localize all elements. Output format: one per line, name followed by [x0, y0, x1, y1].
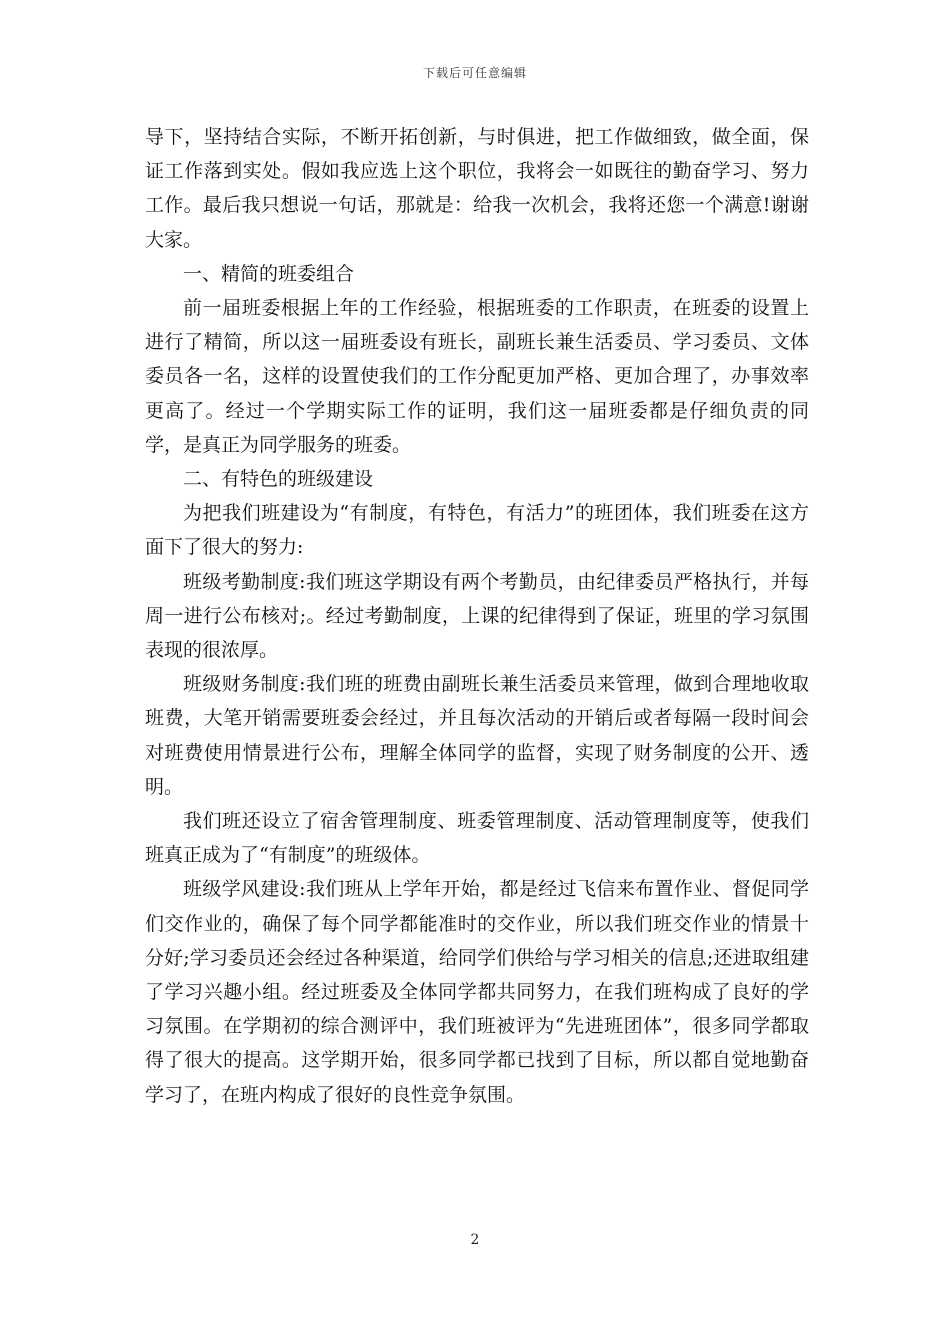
paragraph: 前一届班委根据上年的工作经验，根据班委的工作职责，在班委的设置上进行了精简，所以这一届班委设有班长，副班长兼生活委员、学习委员、文体委员各一名，这样的设置使我们的工作分配更加严格、更加合理了，办事效率更高了。经过一个学期实际工作的证明，我们这一届班委都是仔细负责的同学，是真正为同学服务的班委。: [145, 297, 809, 456]
section-heading-2: 二、有特色的班级建设: [183, 468, 374, 491]
section-heading-1: 一、精简的班委组合: [183, 262, 355, 285]
page-header: 下载后可任意编辑: [422, 66, 527, 80]
paragraph-continuation: 导下，坚持结合实际，不断开拓创新，与时俱进，把工作做细致，做全面，保证工作落到实处。假如我应选上这个职位，我将会一如既往的勤奋学习、努力工作。最后我只想说一句话，那就是：给我一次机会，我将还您一个满意!谢谢大家。: [145, 126, 809, 251]
paragraph: 班级财务制度:我们班的班费由副班长兼生活委员来管理，做到合理地收取班费，大笔开销需要班委会经过，并且每次活动的开销后或者每隔一段时间会对班费使用情景进行公布，理解全体同学的监督，实现了财务制度的公开、透明。: [145, 673, 809, 798]
paragraph: 班级学风建设:我们班从上学年开始，都是经过飞信来布置作业、督促同学们交作业的，确保了每个同学都能准时的交作业，所以我们班交作业的情景十分好;学习委员还会经过各种渠道，给同学们供给与学习相关的信息;还进取组建了学习兴趣小组。经过班委及全体同学都共同努力，在我们班构成了良好的学习氛围。在学期初的综合测评中，我们班被评为“先进班团体”，很多同学都取得了很大的提高。这学期开始，很多同学都已找到了目标，所以都自觉地勤奋学习了，在班内构成了很好的良性竞争氛围。: [145, 878, 809, 1106]
document-body: [145, 120, 809, 1112]
paragraph: 班级考勤制度:我们班这学期设有两个考勤员，由纪律委员严格执行，并每周一进行公布核对;。经过考勤制度，上课的纪律得到了保证，班里的学习氛围表现的很浓厚。: [145, 570, 809, 662]
paragraph: 我们班还设立了宿舍管理制度、班委管理制度、活动管理制度等，使我们班真正成为了“有制度”的班级体。: [145, 810, 809, 867]
page-number: 2: [470, 1232, 480, 1248]
paragraph: 为把我们班建设为“有制度，有特色，有活力”的班团体，我们班委在这方面下了很大的努力:: [145, 502, 809, 559]
